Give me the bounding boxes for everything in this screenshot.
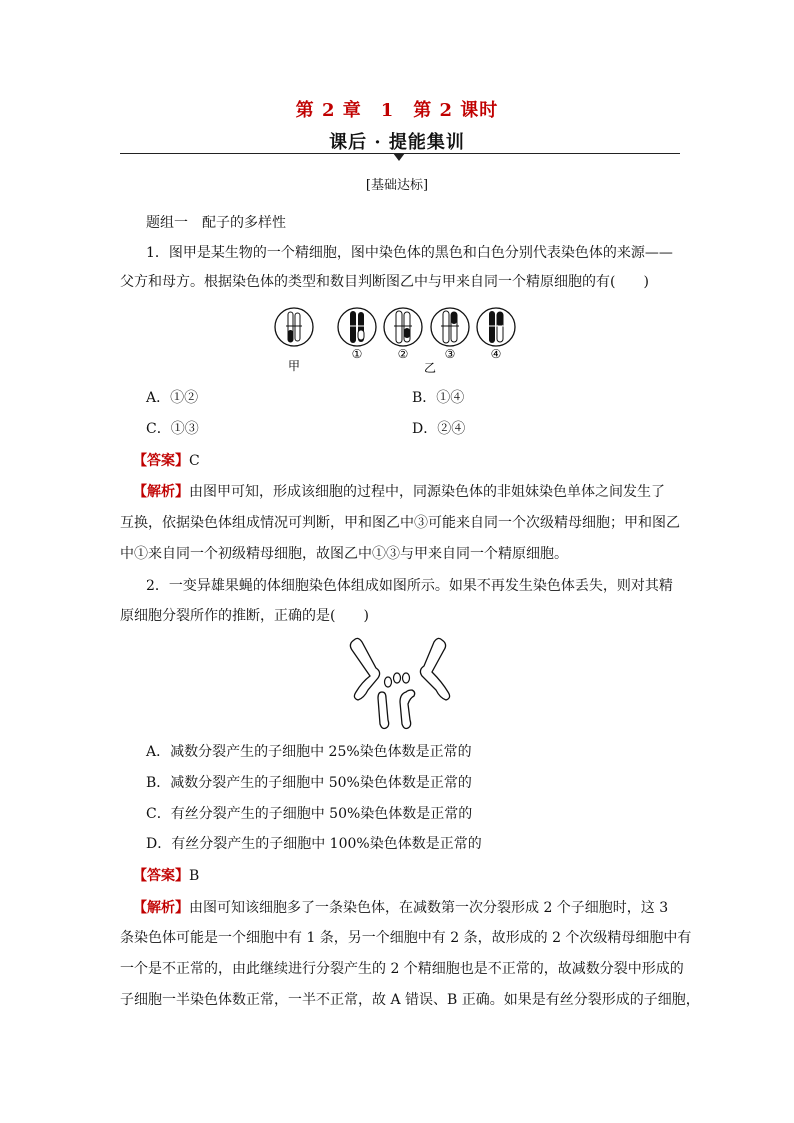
q1-analysis-tag: 【解析】	[133, 484, 189, 500]
q1-analysis-text-1: 由图甲可知，形成该细胞的过程中，同源染色体的非姐妹染色单体之间发生了	[189, 484, 665, 500]
q1-line-2: 父方和母方。根据染色体的类型和数目判断图乙中与甲来自同一个精原细胞的有( )	[120, 274, 649, 290]
chapter-subtitle: 课后 · 提能集训	[329, 132, 465, 153]
q1-analysis-line-2: 互换，依据染色体组成情况可判断，甲和图乙中③可能来自同一个次级精母细胞；甲和图乙	[120, 515, 680, 531]
chromosome-j	[400, 690, 415, 729]
label-num-4: ④	[490, 347, 502, 361]
q2-option-b: B．减数分裂产生的子细胞中 50%染色体数是正常的	[146, 775, 472, 791]
label-num-3: ③	[444, 347, 456, 361]
q2-answer	[133, 866, 199, 886]
q1-option-b: B．①④	[412, 390, 465, 406]
section-heading: [基础达标]	[365, 178, 429, 193]
q2-answer-tag: 【答案】	[133, 868, 189, 884]
q2-answer-value: B	[189, 868, 200, 884]
q1-figure	[270, 304, 530, 376]
label-yi: 乙	[423, 361, 437, 375]
q1-option-d: D．②④	[412, 421, 466, 437]
cell-jia	[275, 308, 313, 346]
q2-analysis-line-4: 子细胞一半染色体数正常，一半不正常，故 A 错误、B 正确。如果是有丝分裂形成的子细胞，	[120, 992, 700, 1008]
chapter-title: 第 2 章 1 第 2 课时	[295, 100, 499, 121]
chromosome-dot-2	[394, 673, 401, 683]
q2-line-2: 原细胞分裂所作的推断，正确的是( )	[120, 608, 369, 624]
chromosome-left-v	[350, 638, 379, 700]
q1-analysis-line-1	[133, 482, 665, 502]
q1-option-c: C．①③	[146, 421, 199, 437]
cell-1	[338, 308, 376, 346]
q1-answer-tag: 【答案】	[133, 453, 189, 469]
chromosome-right-v	[420, 638, 449, 700]
label-num-1: ①	[351, 347, 363, 361]
chromosome-rod	[378, 692, 389, 729]
chromosome-dot-3	[403, 673, 410, 683]
q2-option-a: A．减数分裂产生的子细胞中 25%染色体数是正常的	[146, 744, 472, 760]
chromosome-dot-1	[385, 677, 392, 687]
q2-option-c: C．有丝分裂产生的子细胞中 50%染色体数是正常的	[146, 806, 473, 822]
label-num-2: ②	[397, 347, 409, 361]
q2-analysis-tag: 【解析】	[133, 900, 189, 916]
q1-analysis-line-3: 中①来自同一个初级精母细胞，故图乙中①③与甲来自同一个精原细胞。	[120, 546, 568, 562]
q1-option-a: A．①②	[146, 390, 199, 406]
cell-2	[384, 308, 422, 346]
cell-3	[431, 308, 469, 346]
q2-analysis-line-1	[133, 898, 668, 918]
q2-fruitfly-chromosome-figure	[344, 632, 460, 732]
q1-answer	[133, 451, 200, 471]
cell-4	[477, 308, 515, 346]
q2-analysis-text-1: 由图可知该细胞多了一条染色体，在减数第一次分裂形成 2 个子细胞时，这 3	[189, 900, 669, 916]
q2-option-d: D．有丝分裂产生的子细胞中 100%染色体数是正常的	[146, 836, 482, 852]
q2-analysis-line-2: 条染色体可能是一个细胞中有 1 条，另一个细胞中有 2 条，故形成的 2 个次级精母细胞中有	[120, 930, 692, 946]
q1-line-1: 1．图甲是某生物的一个精细胞，图中染色体的黑色和白色分别代表染色体的来源——	[146, 245, 673, 261]
group-heading: 题组一 配子的多样性	[146, 215, 286, 231]
header-rule-marker	[393, 153, 405, 161]
q2-analysis-line-3: 一个是不正常的，由此继续进行分裂产生的 2 个精细胞也是不正常的，故减数分裂中形成的	[120, 961, 684, 977]
label-jia: 甲	[287, 359, 301, 373]
q2-line-1: 2．一变异雄果蝇的体细胞染色体组成如图所示。如果不再发生染色体丢失，则对其精	[146, 578, 673, 594]
q1-answer-value: C	[189, 453, 200, 469]
